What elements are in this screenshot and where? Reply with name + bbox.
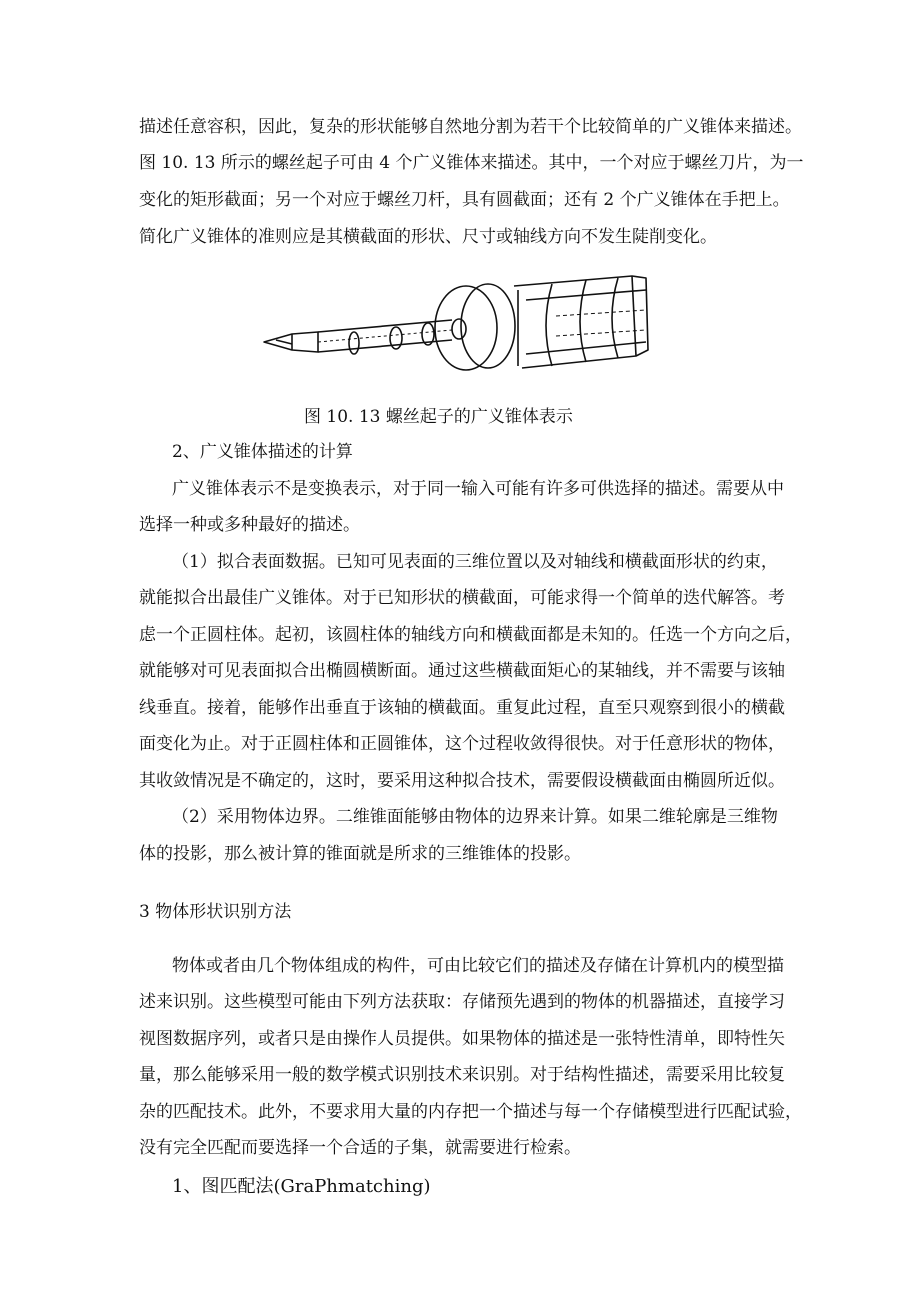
paragraph-5-line-3: 视图数据序列，或者只是由操作人员提供。如果物体的描述是一张特性清单，即特性矢 xyxy=(139,1029,785,1049)
figure-caption: 图 10. 13 螺丝起子的广义锥体表示 xyxy=(304,407,573,427)
paragraph-2-line-2: 选择一种或多种最好的描述。 xyxy=(139,515,360,535)
section-3-1-heading: 1、图匹配法(GraPhmatching) xyxy=(172,1176,431,1197)
paragraph-1-line-2: 图 10. 13 所示的螺丝起子可由 4 个广义锥体来描述。其中，一个对应于螺丝刀片，为一 xyxy=(139,153,804,173)
paragraph-3-line-7: 其收敛情况是不确定的，这时，要采用这种拟合技术，需要假设横截面由椭圆所近似。 xyxy=(139,771,785,791)
paragraph-2-line-1: 广义锥体表示不是变换表示，对于同一输入可能有许多可供选择的描述。需要从中 xyxy=(172,479,784,499)
paragraph-3-line-6: 面变化为止。对于正圆柱体和正圆锥体，这个过程收敛得很快。对于任意形状的物体， xyxy=(139,734,785,754)
blade-tip xyxy=(264,332,318,352)
collar-ring-2 xyxy=(461,284,515,368)
paragraph-5-line-4: 量，那么能够采用一般的数学模式识别技术来识别。对于结构性描述，需要采用比较复 xyxy=(139,1065,785,1085)
paragraph-5-line-5: 杂的匹配技术。此外，不要求用大量的内存把一个描述与每一个存储模型进行匹配试验， xyxy=(139,1102,802,1122)
section-3-heading: 3 物体形状识别方法 xyxy=(139,902,292,922)
paragraph-4-line-1: （2）采用物体边界。二维锥面能够由物体的边界来计算。如果二维轮廓是三维物 xyxy=(172,807,778,827)
paragraph-1-line-3: 变化的矩形截面；另一个对应于螺丝刀杆，具有圆截面；还有 2 个广义锥体在手把上。 xyxy=(139,190,790,210)
paragraph-5-line-6: 没有完全匹配而要选择一个合适的子集，就需要进行检索。 xyxy=(139,1138,581,1158)
paragraph-1-line-4: 简化广义锥体的准则应是其横截面的形状、尺寸或轴线方向不发生陡削变化。 xyxy=(139,227,717,247)
paragraph-3-line-4: 就能够对可见表面拟合出椭圆横断面。通过这些横截面矩心的某轴线，并不需要与该轴 xyxy=(139,661,785,681)
screwdriver-figure xyxy=(256,270,656,388)
paragraph-1-line-1: 描述任意容积，因此，复杂的形状能够自然地分割为若干个比较简单的广义锥体来描述。 xyxy=(139,117,802,137)
paragraph-3-line-1: （1）拟合表面数据。已知可见表面的三维位置以及对轴线和横截面形状的约束， xyxy=(172,552,778,572)
section-2-heading: 2、广义锥体描述的计算 xyxy=(172,442,353,462)
paragraph-5-line-1: 物体或者由几个物体组成的构件，可由比较它们的描述及存储在计算机内的模型描 xyxy=(172,956,784,976)
paragraph-3-line-3: 虑一个正圆柱体。起初，该圆柱体的轴线方向和横截面都是未知的。任选一个方向之后， xyxy=(139,625,802,645)
paragraph-3-line-2: 就能拟合出最佳广义锥体。对于已知形状的横截面，可能求得一个简单的迭代解答。考 xyxy=(139,588,785,608)
paragraph-3-line-5: 线垂直。接着，能够作出垂直于该轴的横截面。重复此过程，直至只观察到很小的横截 xyxy=(139,698,785,718)
paragraph-5-line-2: 述来识别。这些模型可能由下列方法获取：存储预先遇到的物体的机器描述，直接学习 xyxy=(139,992,785,1012)
handle-body xyxy=(514,276,648,368)
paragraph-4-line-2: 体的投影，那么被计算的锥面就是所求的三维锥体的投影。 xyxy=(139,844,581,864)
